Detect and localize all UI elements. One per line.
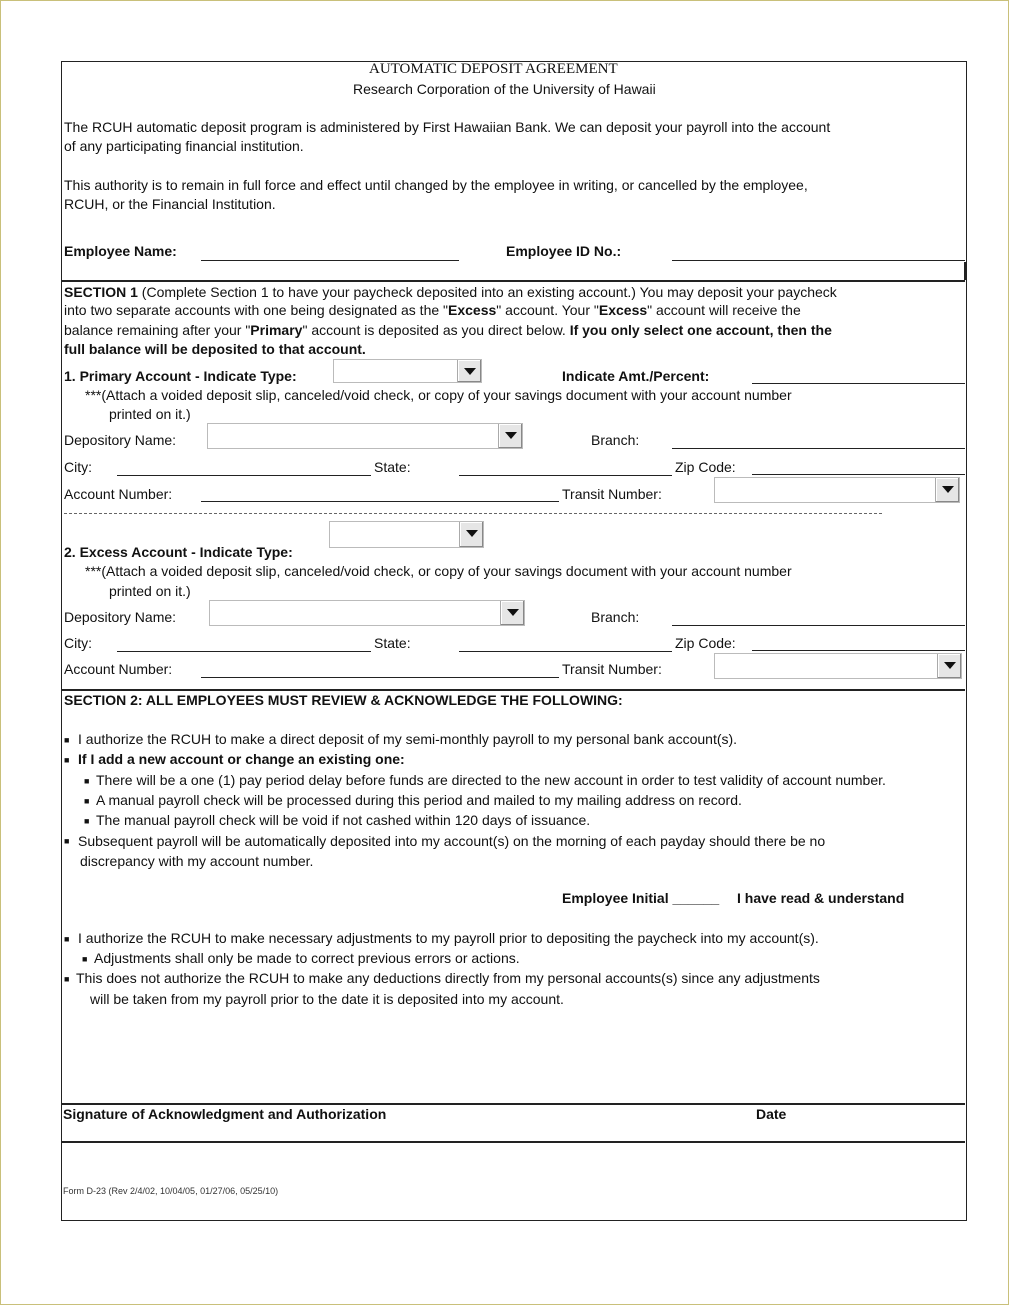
section1-l2-c: " account will receive the (647, 302, 801, 318)
bullet-icon: ■ (64, 934, 70, 944)
primary-branch-label: Branch: (591, 432, 640, 448)
chevron-down-icon[interactable] (935, 478, 959, 502)
read-understand-label: I have read & understand (737, 890, 905, 906)
section2-bullet5-line2: will be taken from my payroll prior to the date it is deposited into my account. (90, 991, 564, 1007)
bullet-icon: ■ (84, 816, 90, 826)
section2-bullet5-line1: This does not authorize the RCUH to make any deductions directly from my personal accounts(s) since any adjustments (76, 970, 820, 986)
section1-l2-b: " account. Your " (496, 302, 599, 318)
date-label: Date (756, 1106, 787, 1122)
primary-account-field[interactable] (201, 501, 559, 502)
excess-transit-label: Transit Number: (562, 661, 662, 677)
excess-account-heading: 2. Excess Account - Indicate Type: (64, 544, 293, 560)
employee-initial-label[interactable]: Employee Initial ______ (562, 890, 720, 906)
section1-line1 (64, 283, 837, 302)
section2-bullet3-line2: discrepancy with my account number. (80, 853, 314, 869)
chevron-down-icon[interactable] (498, 424, 522, 448)
bullet-icon: ■ (84, 776, 90, 786)
section2-bullet4a: Adjustments shall only be made to correct previous errors or actions. (94, 950, 520, 966)
section1-line4: full balance will be deposited to that account. (64, 341, 366, 357)
primary-state-label: State: (374, 459, 411, 475)
employee-row-divider (964, 262, 966, 280)
section2-bullet2a: There will be a one (1) pay period delay before funds are directed to the new account in order to test validity of account number. (96, 772, 886, 788)
excess-city-label: City: (64, 635, 92, 651)
excess-state-label: State: (374, 635, 411, 651)
intro-p1-line1: The RCUH automatic deposit program is administered by First Hawaiian Bank. We can deposit your payroll into the account (64, 119, 831, 135)
primary-depository-label: Depository Name: (64, 432, 177, 448)
excess-attach-line2: printed on it.) (109, 583, 191, 599)
intro-p2-line1: This authority is to remain in full force and effect until changed by the employee in writing, or cancelled by the employee, (64, 177, 808, 193)
excess-zip-label: Zip Code: (675, 635, 736, 651)
signature-bottom-rule (61, 1141, 965, 1143)
primary-city-label: City: (64, 459, 92, 475)
primary-zip-field[interactable] (752, 474, 965, 475)
excess-depository-label: Depository Name: (64, 609, 177, 625)
primary-amt-field[interactable] (752, 383, 965, 384)
excess-transit-dropdown[interactable] (714, 653, 962, 679)
primary-amt-label: Indicate Amt./Percent: (562, 368, 710, 384)
excess-branch-field[interactable] (672, 625, 965, 626)
section1-l3-b: " account is deposited as you direct below. (302, 322, 570, 338)
chevron-down-icon[interactable] (500, 601, 524, 625)
bullet-icon: ■ (82, 954, 88, 964)
primary-city-field[interactable] (117, 475, 371, 476)
excess-term: Excess (448, 302, 497, 318)
section1-l3-a: balance remaining after your " (64, 322, 251, 338)
employee-name-field[interactable] (201, 260, 459, 261)
chevron-down-icon[interactable] (937, 654, 961, 678)
form-id: Form D-23 (Rev 2/4/02, 10/04/05, 01/27/06, 05/25/10) (63, 1186, 279, 1196)
excess-state-field[interactable] (459, 651, 672, 652)
section1-l2-a: into two separate accounts with one being designated as the " (64, 302, 449, 318)
signature-label: Signature of Acknowledgment and Authorization (63, 1106, 387, 1122)
primary-type-dropdown[interactable] (333, 359, 482, 383)
section1-line1-text: (Complete Section 1 to have your paycheck deposited into an existing account.) You may deposit your paycheck (137, 284, 837, 300)
intro-p1-line2: of any participating financial institution. (64, 138, 304, 154)
bullet-icon: ■ (64, 974, 70, 984)
excess-term-2: Excess (598, 302, 648, 318)
excess-type-dropdown[interactable] (329, 521, 484, 548)
section1-lead: SECTION 1 (64, 284, 138, 300)
section2-heading: SECTION 2: ALL EMPLOYEES MUST REVIEW & ACKNOWLEDGE THE FOLLOWING: (64, 692, 623, 708)
employee-id-field[interactable] (672, 260, 965, 261)
section2-bullet1: I authorize the RCUH to make a direct deposit of my semi-monthly payroll to my personal bank account(s). (78, 731, 738, 747)
bullet-icon: ■ (64, 735, 70, 745)
section2-bullet2: If I add a new account or change an existing one: (78, 751, 405, 767)
section1-top-rule (61, 280, 965, 282)
bullet-icon: ■ (64, 755, 70, 765)
section2-bullet3-line1: Subsequent payroll will be automatically deposited into my account(s) on the morning of each payday should there be no (78, 833, 826, 849)
employee-id-label: Employee ID No.: (506, 243, 622, 259)
bullet-icon: ■ (64, 836, 70, 846)
primary-account-heading: 1. Primary Account - Indicate Type: (64, 368, 297, 384)
excess-account-label: Account Number: (64, 661, 173, 677)
section2-bullet2b: A manual payroll check will be processed during this period and mailed to my mailing address on record. (96, 792, 742, 808)
section1-line3 (64, 321, 832, 340)
section1-line2 (64, 301, 801, 320)
section2-bullet2c: The manual payroll check will be void if not cashed within 120 days of issuance. (96, 812, 591, 828)
bullet-icon: ■ (84, 796, 90, 806)
primary-state-field[interactable] (459, 475, 672, 476)
intro-p2-line2: RCUH, or the Financial Institution. (64, 196, 276, 212)
chevron-down-icon[interactable] (457, 360, 481, 382)
primary-zip-label: Zip Code: (675, 459, 736, 475)
excess-branch-label: Branch: (591, 609, 640, 625)
form-border (61, 61, 967, 1221)
excess-city-field[interactable] (117, 651, 371, 652)
primary-transit-dropdown[interactable] (714, 477, 960, 503)
account-separator (64, 513, 882, 514)
form-title: AUTOMATIC DEPOSIT AGREEMENT (369, 61, 618, 77)
primary-depository-dropdown[interactable] (207, 423, 523, 449)
primary-branch-field[interactable] (672, 448, 965, 449)
primary-attach-line2: printed on it.) (109, 406, 191, 422)
primary-account-label: Account Number: (64, 486, 173, 502)
section2-bullet4: I authorize the RCUH to make necessary adjustments to my payroll prior to depositing the paycheck into my account(s). (78, 930, 819, 946)
primary-transit-label: Transit Number: (562, 486, 662, 502)
employee-name-label: Employee Name: (64, 243, 177, 259)
excess-depository-dropdown[interactable] (209, 600, 525, 626)
primary-attach-line1: ***(Attach a voided deposit slip, canceled/void check, or copy of your savings document with your account number (85, 387, 792, 403)
form-subtitle: Research Corporation of the University of Hawaii (353, 81, 656, 97)
chevron-down-icon[interactable] (459, 522, 483, 547)
primary-term: Primary (250, 322, 303, 338)
excess-account-field[interactable] (201, 677, 559, 678)
excess-attach-line1: ***(Attach a voided deposit slip, canceled/void check, or copy of your savings document with your account number (85, 563, 792, 579)
excess-zip-field[interactable] (752, 650, 965, 651)
section1-l3-bold: If you only select one account, then the (569, 322, 832, 338)
